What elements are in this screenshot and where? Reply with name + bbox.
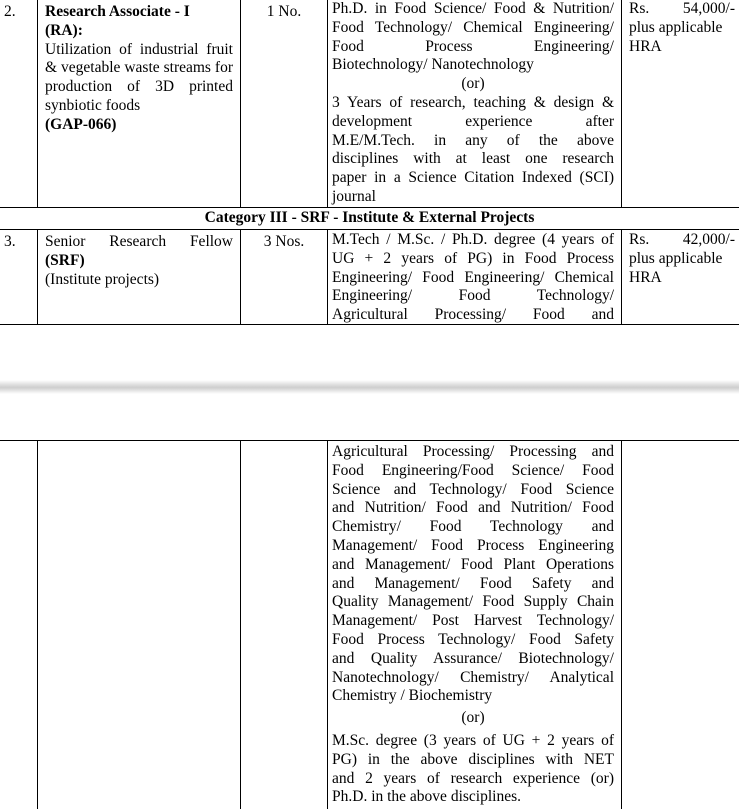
qual-line: Management/ Post Harvest Technology/	[332, 612, 614, 630]
qual-line: Engineering/ Food Technology/	[332, 287, 614, 305]
qual-line: PG) in the above disciplines with NET	[332, 750, 614, 768]
qual-line: Chemistry / Biochemistry	[332, 687, 493, 705]
vacancies-text: 1 No.	[266, 3, 302, 20]
col-line	[327, 440, 328, 809]
row-3-post	[45, 233, 233, 289]
qual-line: and Quality Assurance/ Biotechnology/	[332, 649, 614, 667]
or-text: (or)	[461, 709, 485, 727]
qual-line: and Nutrition/ Food and Nutrition/ Food	[332, 499, 614, 517]
post-title-abbr: (RA):	[45, 21, 83, 39]
col-line	[37, 0, 38, 207]
qual-line: M.E/M.Tech. in any of the above	[332, 131, 614, 149]
qual-line: 3 Years of research, teaching & design &	[332, 93, 614, 111]
qual-line: Agricultural Processing/ Food and	[332, 306, 614, 324]
sno-text: 3.	[4, 233, 16, 250]
emolument-line: Rs. 54,000/-	[629, 0, 735, 17]
qual-line: and Management/ Food Safety and	[332, 574, 614, 592]
qual-line: Food Technology/ Chemical Engineering/	[332, 18, 614, 36]
qual-line: Food Process Technology/ Food Safety	[332, 630, 614, 648]
col-line	[240, 229, 241, 325]
post-code: (GAP-066)	[45, 115, 117, 133]
post-description: Utilization of industrial fruit & vegetable waste streams for production of 3D printed synbiotic foods	[45, 40, 233, 114]
row-divider	[0, 440, 739, 441]
qual-line: Nanotechnology/ Chemistry/ Analytical	[332, 668, 614, 686]
emolument-line: HRA	[629, 37, 662, 55]
row-3-qualification	[332, 231, 614, 325]
emolument-line: plus applicable	[629, 18, 723, 36]
row-2-post	[45, 3, 233, 135]
emolument-line: plus applicable	[629, 249, 723, 267]
qual-line: Science and Technology/ Food Science	[332, 480, 614, 498]
col-line	[240, 440, 241, 809]
qual-line: Biotechnology/ Nanotechnology	[332, 56, 534, 74]
qual-line: Food Engineering/Food Science/ Food	[332, 461, 614, 479]
row-divider	[0, 229, 739, 230]
qual-line: Quality Management/ Food Supply Chain	[332, 593, 614, 611]
qual-line: UG + 2 years of PG) in Food Process	[332, 249, 614, 267]
col-line	[327, 0, 328, 207]
row-3-emolument	[629, 231, 735, 287]
qual-line: Food Process Engineering/	[332, 37, 614, 55]
qual-line: and Management/ Food Plant Operations	[332, 555, 614, 573]
qual-line: disciplines with at least one research	[332, 150, 614, 168]
qual-line: Chemistry/ Food Technology and	[332, 518, 614, 536]
col-line	[327, 229, 328, 325]
emolument-line: HRA	[629, 268, 662, 286]
qual-line: Ph.D. in Food Science/ Food & Nutrition/	[332, 0, 614, 17]
page-separator	[0, 380, 739, 394]
vacancies-text: 3 Nos.	[263, 233, 305, 250]
or-text: (or)	[461, 75, 485, 93]
col-line	[621, 0, 622, 207]
qual-line: Ph.D. in the above disciplines.	[332, 788, 521, 806]
qual-line: Engineering/ Food Engineering/ Chemical	[332, 268, 614, 286]
post-title: Research Associate - I	[45, 3, 190, 20]
qual-line: and 2 years of research experience (or)	[332, 769, 614, 787]
qual-line: paper in a Science Citation Indexed (SCI)	[332, 169, 614, 187]
post-title-abbr: (SRF)	[45, 251, 85, 269]
col-line	[240, 0, 241, 207]
row-divider	[0, 207, 739, 208]
qual-line: M.Tech / M.Sc. / Ph.D. degree (4 years of	[332, 231, 614, 248]
continuation-qualification	[332, 443, 614, 807]
col-line	[621, 229, 622, 325]
col-line	[37, 440, 38, 809]
qual-line: development experience after	[332, 112, 614, 130]
category-heading-text: Category III - SRF - Institute & External Projects	[204, 209, 535, 226]
row-2-qualification	[332, 0, 614, 207]
row-2-vacancies	[244, 3, 324, 22]
row-2-sno	[4, 3, 34, 22]
qual-line: journal	[332, 187, 376, 205]
qual-line: M.Sc. degree (3 years of UG + 2 years of	[332, 731, 614, 749]
col-line	[37, 229, 38, 325]
post-title: Senior Research Fellow	[45, 233, 233, 250]
row-3-sno	[4, 233, 34, 252]
row-2-emolument	[629, 0, 735, 56]
qual-line: Agricultural Processing/ Processing and	[332, 443, 614, 460]
category-heading	[0, 209, 739, 228]
emolument-line: Rs. 42,000/-	[629, 231, 735, 248]
post-description: (Institute projects)	[45, 270, 160, 288]
col-line	[621, 440, 622, 809]
qual-line: Management/ Food Process Engineering	[332, 536, 614, 554]
row-3-vacancies	[244, 233, 324, 252]
sno-text: 2.	[4, 3, 16, 20]
